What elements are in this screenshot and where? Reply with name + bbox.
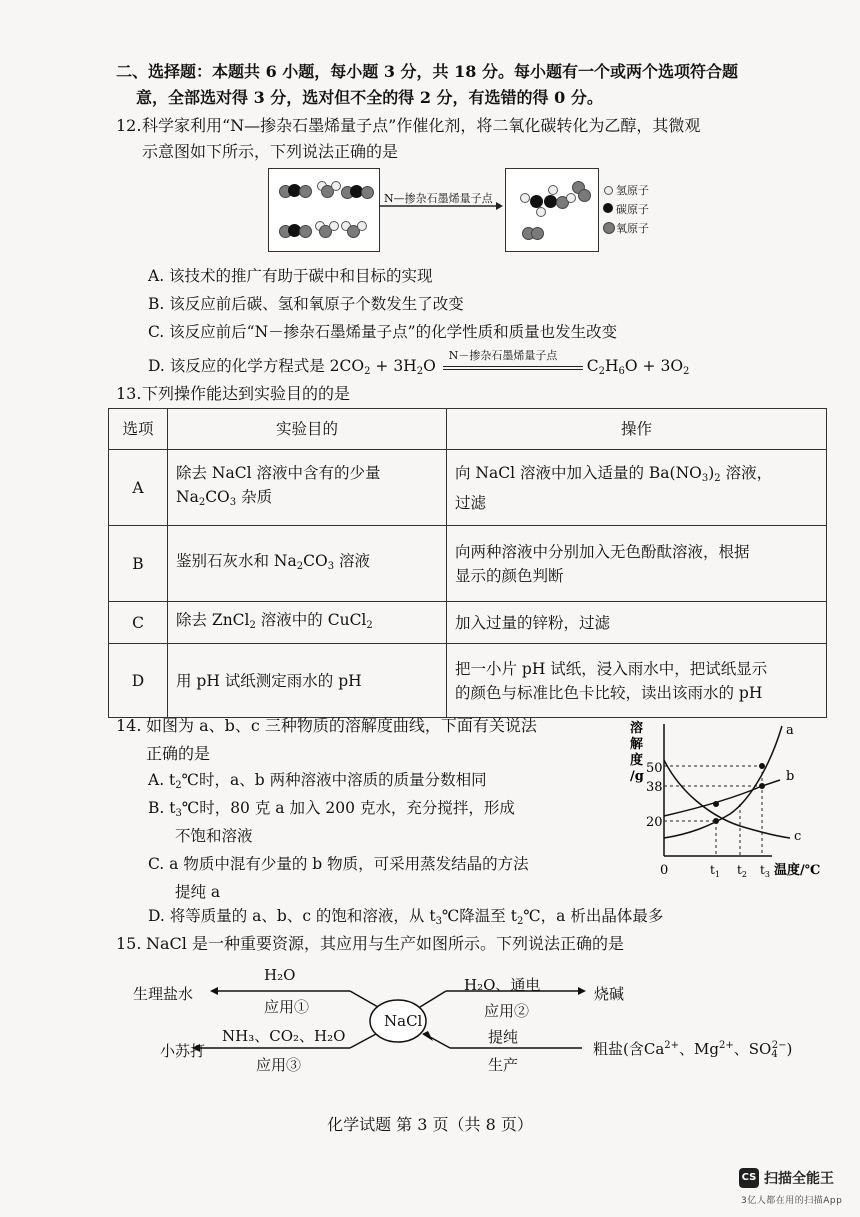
- tick-20: 20: [646, 815, 663, 830]
- tick-38: 38: [646, 780, 663, 795]
- tick-50: 50: [646, 761, 663, 776]
- application-2-label: 应用②: [484, 1002, 530, 1020]
- brand-tagline: 3亿人都在用的扫描App: [741, 1196, 843, 1206]
- row-operation: 加入过量的锌粉，过滤: [447, 602, 827, 644]
- ylabel-char-3: 度: [630, 753, 644, 768]
- row-purpose: 鉴别石灰水和 $Na_2CO_3$ 溶液: [168, 526, 447, 602]
- section-header-line1: 二、选择题：本题共 6 小题，每小题 3 分，共 18 分。每小题有一个或两个选项符合题: [116, 62, 738, 81]
- row-operation: 向 NaCl 溶液中加入适量的 $Ba(NO_3)_2$ 溶液， 过滤: [447, 450, 827, 526]
- q12-option-d-label: D. 该反应的化学方程式是: [148, 357, 330, 375]
- q14-option-b: B. $t_3℃$时，80 克 a 加入 200 克水，充分搅拌，形成: [148, 799, 515, 819]
- xlabel: 温度/℃: [774, 863, 821, 878]
- point-t1-intersection: [713, 818, 719, 824]
- row-option: D: [109, 644, 168, 718]
- equation-condition: N－掺杂石墨烯量子点: [441, 356, 587, 376]
- q12-number: 12.: [116, 116, 142, 135]
- tick-t2: $t_2$: [737, 863, 747, 879]
- point-a-t3: [759, 763, 765, 769]
- experiment-table: [108, 408, 827, 718]
- row-purpose: 除去 NaCl 溶液中含有的少量 $Na_2CO_3$ 杂质: [168, 450, 447, 526]
- tick-t3: $t_3$: [760, 863, 770, 879]
- solubility-chart: [620, 716, 830, 884]
- table-row: [109, 644, 827, 718]
- header-option: 选项: [109, 409, 168, 450]
- legend-oxygen: 氧原子: [616, 222, 649, 235]
- products-box: [505, 168, 599, 252]
- q14-stem-line2: 正确的是: [146, 744, 211, 763]
- q12-option-a: A. 该技术的推广有助于碳中和目标的实现: [148, 267, 433, 285]
- caustic-soda-target: 烧碱: [594, 985, 625, 1003]
- point-b-t1: [713, 801, 719, 807]
- q14-stem-line1: 如图为 a、b、c 三种物质的溶解度曲线，下面有关说法: [146, 716, 537, 735]
- q14-option-c: C. a 物质中混有少量的 b 物质，可采用蒸发结晶的方法: [148, 855, 529, 873]
- page-footer: 化学试题 第 3 页（共 8 页）: [327, 1115, 533, 1134]
- reactants-box: [268, 168, 380, 252]
- series-label-b: b: [786, 769, 795, 784]
- reaction-arrow-label: N—掺杂石墨烯量子点: [384, 192, 493, 205]
- curve-a: [664, 726, 782, 838]
- q14-option-a: A. $t_2℃$时，a、b 两种溶液中溶质的质量分数相同: [148, 771, 487, 791]
- row-option: B: [109, 526, 168, 602]
- production-label: 生产: [488, 1056, 519, 1074]
- q12-option-b: B. 该反应前后碳、氢和氧原子个数发生了改变: [148, 295, 464, 313]
- q12-stem-line2: 示意图如下所示，下列说法正确的是: [142, 142, 399, 161]
- legend-carbon: 碳原子: [616, 203, 649, 216]
- q15-stem: NaCl 是一种重要资源，其应用与生产如图所示。下列说法正确的是: [146, 934, 624, 953]
- application-1-label: 应用①: [264, 998, 310, 1016]
- series-label-a: a: [786, 723, 794, 738]
- origin-label: 0: [660, 863, 669, 878]
- caustic-soda-reagent: H₂O、通电: [464, 976, 541, 994]
- row-purpose: 用 pH 试纸测定雨水的 pH: [168, 644, 447, 718]
- header-purpose: 实验目的: [168, 409, 447, 450]
- row-option: A: [109, 450, 168, 526]
- table-header-row: [109, 409, 827, 450]
- application-3-label: 应用③: [256, 1056, 302, 1074]
- nacl-label: NaCl: [384, 1012, 423, 1030]
- baking-soda-target: 小苏打: [160, 1042, 206, 1060]
- camscanner-logo: CS: [739, 1168, 759, 1188]
- brand-name: 扫描全能王: [764, 1171, 834, 1187]
- q14-option-d: D. 将等质量的 a、b、c 的饱和溶液，从 $t_3℃$降温至 $t_2℃$，a 析出晶体最多: [148, 907, 664, 927]
- table-row: [109, 602, 827, 644]
- section-header-line2: 意，全部选对得 3 分，选对但不全的得 2 分，有选错的得 0 分。: [136, 88, 603, 107]
- equation-right: $C_2H_6O + 3O_2$: [586, 357, 690, 377]
- q14-option-b-cont: 不饱和溶液: [175, 827, 253, 845]
- crude-salt-source: 粗盐(含$Ca^{2+}$、$Mg^{2+}$、$SO_4^{2-}$): [593, 1040, 793, 1060]
- reaction-arrow: [378, 200, 504, 212]
- saline-reagent: H₂O: [264, 966, 296, 984]
- table-row: [109, 450, 827, 526]
- q12-option-c: C. 该反应前后“N－掺杂石墨烯量子点”的化学性质和质量也发生改变: [148, 323, 618, 341]
- q15-number: 15.: [116, 934, 142, 953]
- point-b-t3: [759, 783, 765, 789]
- q12-option-d: [148, 349, 690, 382]
- legend-hydrogen: 氢原子: [616, 184, 649, 197]
- equation-left: $2CO_2 + 3H_2O$: [329, 357, 436, 377]
- ylabel-char-2: 解: [630, 737, 644, 752]
- row-purpose: 除去 ZnCl$_2$ 溶液中的 CuCl$_2$: [168, 602, 447, 644]
- q13-stem: 下列操作能达到实验目的的是: [142, 384, 351, 403]
- series-label-c: c: [794, 829, 802, 844]
- purify-label: 提纯: [488, 1028, 519, 1046]
- ylabel-char-4: /g: [630, 769, 644, 784]
- saline-target: 生理盐水: [133, 985, 194, 1003]
- baking-soda-reagents: NH₃、CO₂、H₂O: [222, 1027, 346, 1045]
- q12-stem-line1: 科学家利用“N—掺杂石墨烯量子点”作催化剂，将二氧化碳转化为乙醇，其微观: [142, 116, 701, 135]
- q14-number: 14.: [116, 716, 142, 735]
- table-row: [109, 526, 827, 602]
- row-option: C: [109, 602, 168, 644]
- q14-option-c-cont: 提纯 a: [175, 883, 221, 901]
- row-operation: 把一小片 pH 试纸，浸入雨水中，把试纸显示 的颜色与标准比色卡比较，读出该雨水的 pH: [447, 644, 827, 718]
- ylabel-char-1: 溶: [630, 721, 644, 736]
- row-operation: 向两种溶液中分别加入无色酚酞溶液，根据 显示的颜色判断: [447, 526, 827, 602]
- tick-t1: $t_1$: [710, 863, 720, 879]
- header-operation: 操作: [447, 409, 827, 450]
- q13-number: 13.: [116, 384, 142, 403]
